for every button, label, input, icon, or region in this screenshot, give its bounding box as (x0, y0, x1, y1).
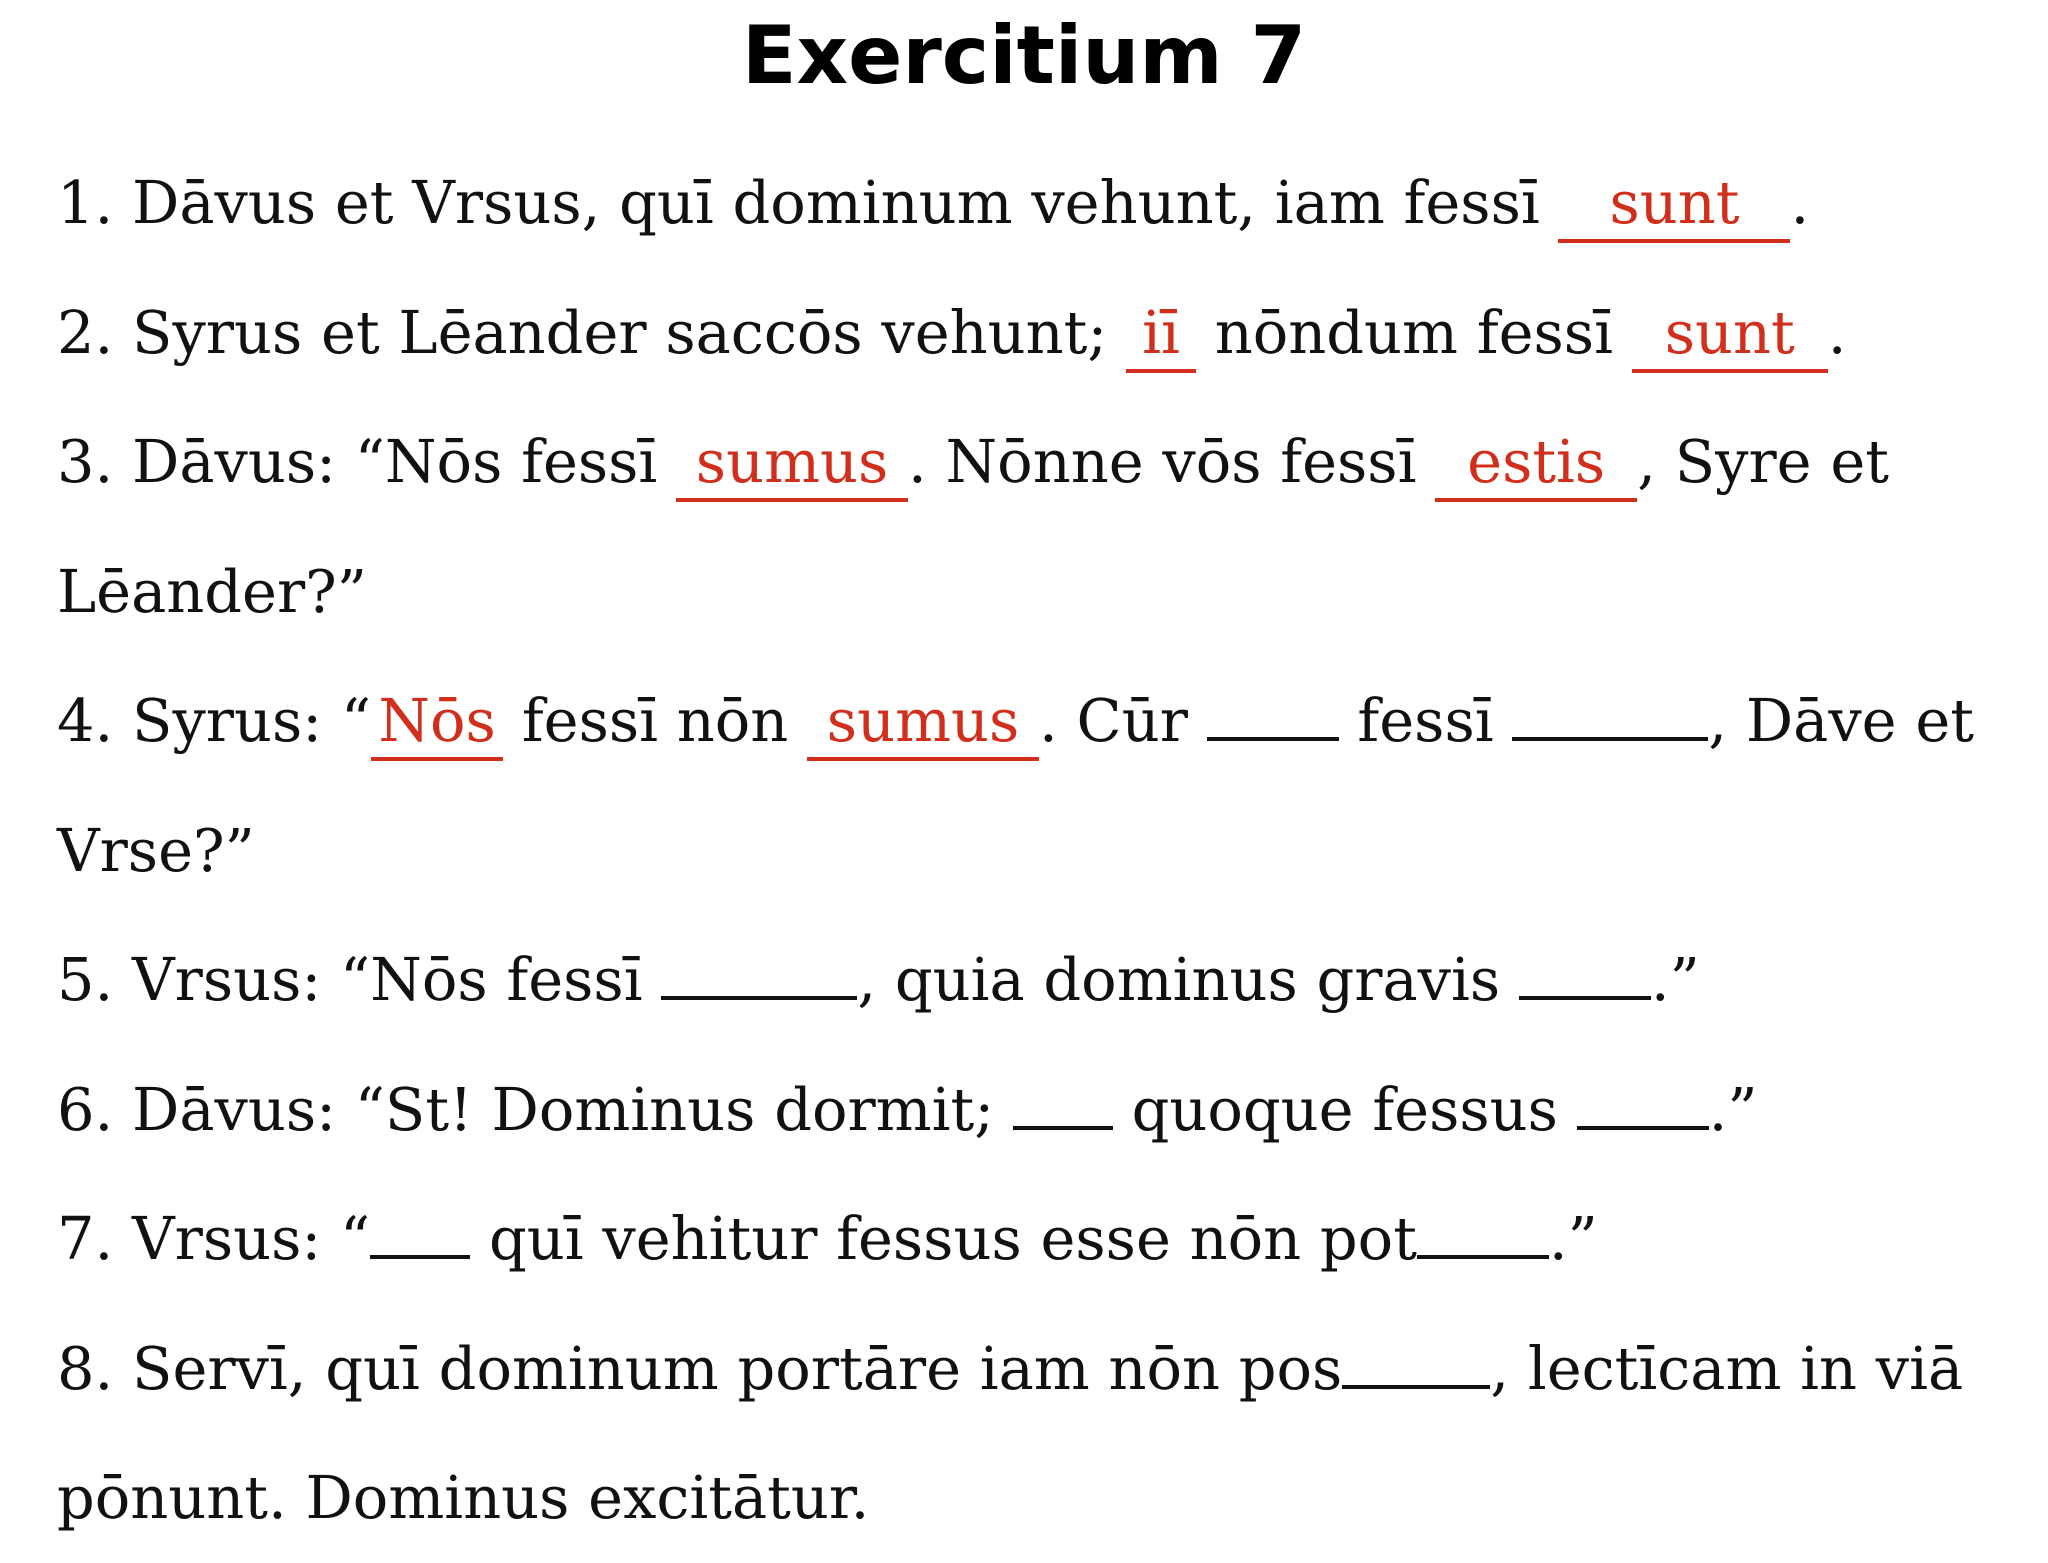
line-text: . (1827, 297, 1847, 367)
empty-blank[interactable] (1342, 1319, 1490, 1389)
answer-text: sumus (826, 686, 1020, 755)
line-text: 1. Dāvus et Vrsus, quī dominum vehunt, iam fessī (57, 168, 1559, 237)
line-text: quoque fessus (1112, 1074, 1577, 1144)
line-text: fessī nōn (503, 686, 808, 755)
exercise-body (57, 138, 2017, 1563)
empty-blank[interactable] (1519, 930, 1651, 1000)
exercise-line-7 (57, 1174, 2017, 1304)
exercise-title: Exercitium 7 (741, 9, 1307, 102)
empty-blank[interactable] (1512, 671, 1708, 741)
line-text: .” (1650, 945, 1700, 1014)
line-text: Lēander?” (57, 556, 367, 626)
answer-blank[interactable] (371, 686, 503, 761)
line-text: 2. Syrus et Lēander saccōs vehunt; (57, 297, 1127, 367)
answer-blank[interactable] (1126, 297, 1196, 373)
exercise-line-1 (57, 138, 2017, 268)
answer-blank[interactable] (807, 686, 1039, 761)
exercise-line-3 (57, 397, 2017, 527)
line-text: 5. Vrsus: “Nōs fessī (57, 945, 662, 1014)
line-text: nōndum fessī (1196, 297, 1632, 367)
line-text: fessī (1338, 686, 1513, 755)
exercise-line-6 (57, 1045, 2017, 1175)
empty-blank[interactable] (1577, 1060, 1709, 1130)
line-text: , Syre et (1637, 427, 1889, 496)
line-text: .” (1708, 1074, 1758, 1144)
empty-blank[interactable] (370, 1189, 470, 1259)
answer-blank[interactable] (676, 427, 908, 502)
answer-text: sumus (695, 427, 889, 496)
line-text: 7. Vrsus: “ (57, 1204, 371, 1273)
empty-blank[interactable] (1013, 1060, 1113, 1130)
exercise-line-8 (57, 1304, 2017, 1434)
exercise-line-2 (57, 268, 2017, 398)
exercise-line-5 (57, 915, 2017, 1045)
answer-text: iī (1142, 297, 1180, 367)
exercise-line-3-continued (57, 527, 2017, 657)
empty-blank[interactable] (1207, 671, 1339, 741)
answer-blank[interactable] (1435, 427, 1637, 502)
line-text: Vrse?” (57, 815, 255, 885)
line-text: 4. Syrus: “ (57, 686, 372, 755)
line-text: 3. Dāvus: “Nōs fessī (57, 427, 677, 496)
line-text: pōnunt. Dominus excitātur. (57, 1463, 870, 1532)
answer-blank[interactable] (1558, 168, 1790, 243)
line-text: quī vehitur fessus esse nōn pot (470, 1204, 1417, 1273)
exercise-line-4-continued (57, 786, 2017, 916)
empty-blank[interactable] (1417, 1189, 1549, 1259)
line-text: , lectīcam in viā (1490, 1333, 1964, 1403)
answer-blank[interactable] (1632, 297, 1828, 373)
line-text: . Nōnne vōs fessī (908, 427, 1436, 496)
answer-text: Nōs (378, 686, 496, 755)
answer-text: sunt (1664, 297, 1795, 367)
exercise-line-8-continued (57, 1433, 2017, 1563)
line-text: 8. Servī, quī dominum portāre iam nōn pos (57, 1333, 1343, 1403)
exercise-line-4 (57, 656, 2017, 786)
line-text: 6. Dāvus: “St! Dominus dormit; (57, 1074, 1013, 1144)
line-text: .” (1548, 1204, 1598, 1273)
line-text: , quia dominus gravis (857, 945, 1519, 1014)
answer-text: sunt (1609, 168, 1740, 237)
line-text: , Dāve et (1708, 686, 1974, 755)
empty-blank[interactable] (661, 930, 857, 1000)
answer-text: estis (1467, 427, 1606, 496)
line-text: . (1790, 168, 1810, 237)
line-text: . Cūr (1039, 686, 1207, 755)
